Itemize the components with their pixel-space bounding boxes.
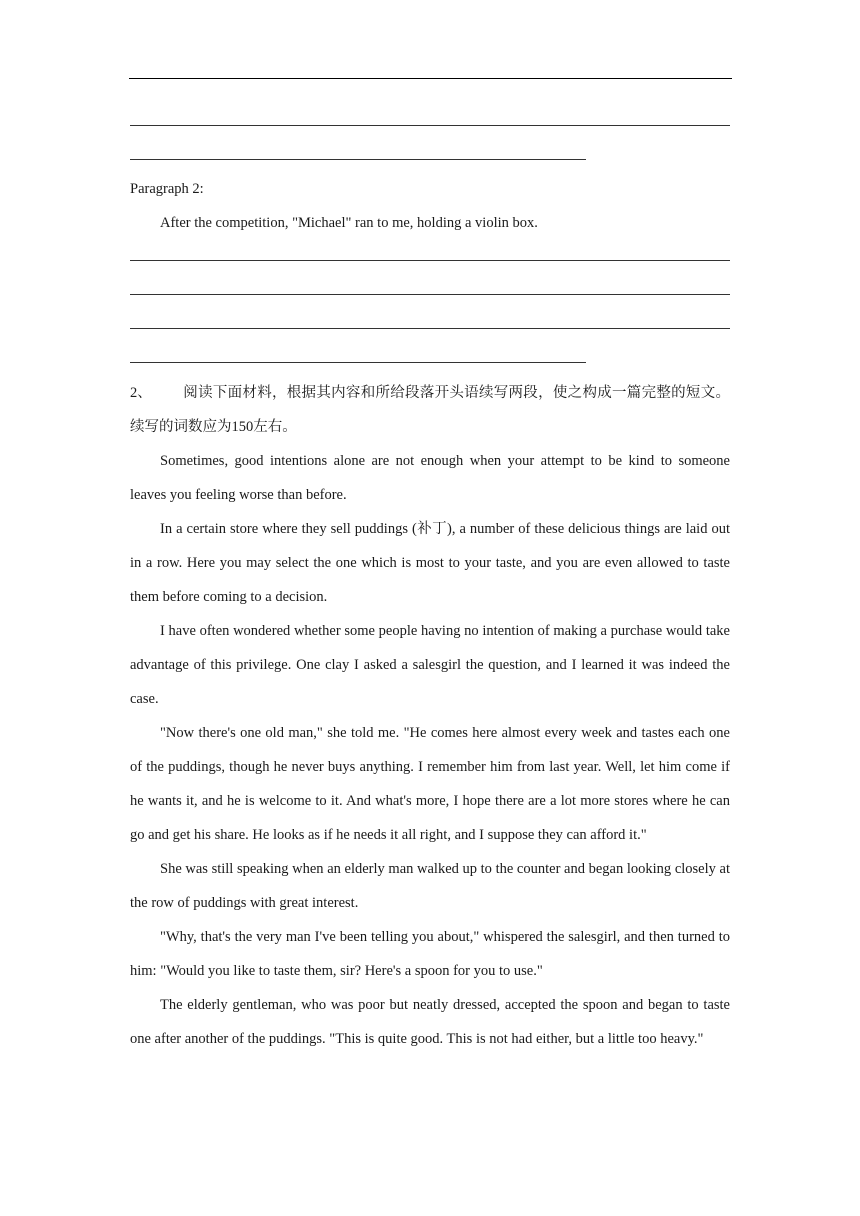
header-rule <box>129 78 732 79</box>
question-number: 2、 <box>130 385 152 401</box>
answer-line <box>130 125 730 126</box>
passage-paragraph: She was still speaking when an elderly man walked up to the counter and began looking closely at the row of puddings with great interest. <box>130 861 730 911</box>
question-instruction: 阅读下面材料，根据其内容和所给段落开头语续写两段，使之构成一篇完整的短文。续写的词数应为150左右。 <box>130 385 730 435</box>
answer-line <box>130 362 586 363</box>
paragraph2-starter: After the competition, "Michael" ran to me, holding a violin box. <box>160 215 538 231</box>
passage-paragraph: I have often wondered whether some people having no intention of making a purchase would take advantage of this privilege. One clay I asked a salesgirl the question, and I learned it was indeed the case. <box>130 623 730 707</box>
passage-paragraph: The elderly gentleman, who was poor but neatly dressed, accepted the spoon and began to taste one after another of the puddings. "This is quite good. This is not had either, but a little too heavy." <box>130 997 730 1047</box>
passage-paragraph: In a certain store where they sell puddings (补丁), a number of these delicious things are laid out in a row. Here you may select the one which is most to your taste, and you are even allowed to taste them before coming to a decision. <box>130 521 730 605</box>
answer-line <box>130 294 730 295</box>
passage-paragraph: Sometimes, good intentions alone are not enough when your attempt to be kind to someone leaves you feeling worse than before. <box>130 453 730 503</box>
passage-paragraph: "Why, that's the very man I've been telling you about," whispered the salesgirl, and then turned to him: "Would you like to taste them, sir? Here's a spoon for you to use." <box>130 929 730 979</box>
answer-line <box>130 328 730 329</box>
question-block <box>130 376 730 1056</box>
passage-paragraph: "Now there's one old man," she told me. "He comes here almost every week and tastes each one of the puddings, though he never buys anything. I remember him from last year. Well, let him come if he wants it, and he is welcome to it. And what's more, I hope there are a lot more stores where he can go and get his share. He looks as if he needs it all right, and I suppose they can afford it." <box>130 725 730 843</box>
answer-line <box>130 159 586 160</box>
answer-line <box>130 260 730 261</box>
question-heading <box>130 376 730 444</box>
paragraph2-label: Paragraph 2: <box>130 181 204 197</box>
